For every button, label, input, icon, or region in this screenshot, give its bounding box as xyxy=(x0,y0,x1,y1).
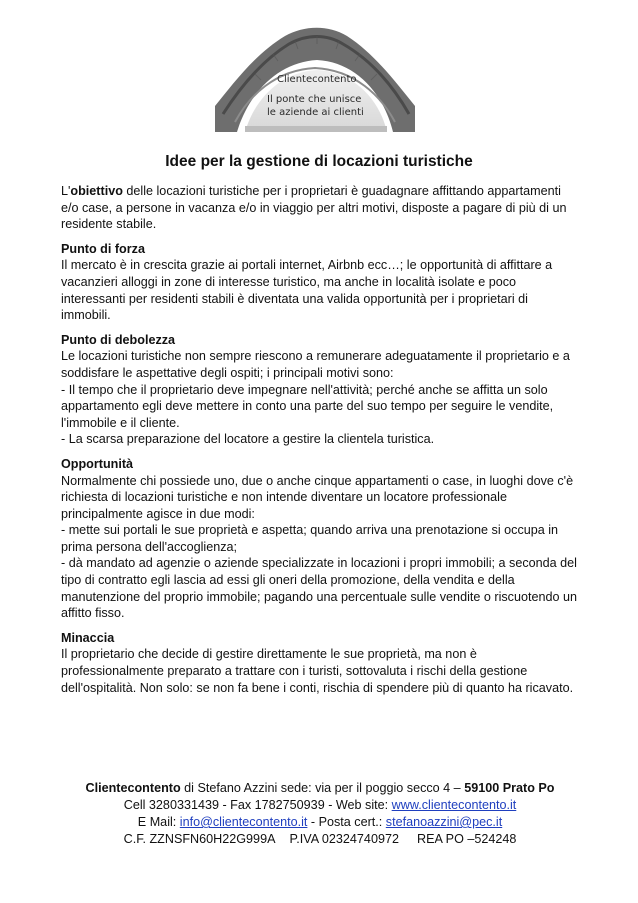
footer-line-email xyxy=(40,814,600,831)
document-body xyxy=(61,183,581,696)
section-heading: Minaccia xyxy=(61,630,115,645)
footer-address: di Stefano Azzini sede: via per il poggio secco 4 – xyxy=(180,781,465,795)
list-item: - La scarsa preparazione del locatore a gestire la clientela turistica. xyxy=(61,432,435,447)
section-minaccia xyxy=(61,630,581,696)
intro-bold: obiettivo xyxy=(70,184,123,198)
section-heading: Punto di forza xyxy=(61,241,145,256)
list-item: - Il tempo che il proprietario deve impegnare nell'attività; perché anche se affitta un solo appartamento egli deve mettere in conto una parte del suo tempo per seguire le vendite, l'immobile e il cliente. xyxy=(61,382,554,430)
footer xyxy=(40,780,600,848)
section-debolezza xyxy=(61,332,581,448)
website-link[interactable]: www.clientecontento.it xyxy=(391,798,517,812)
logo-tagline-1: Il ponte che unisce xyxy=(267,94,362,105)
section-heading: Opportunità xyxy=(61,456,134,471)
section-text: Le locazioni turistiche non sempre riescono a remunerare adeguatamente il proprietario e a soddisfare le aspettative degli ospiti; i principali motivi sono: xyxy=(61,349,570,380)
intro-rest: delle locazioni turistiche per i proprietari è guadagnare affittando appartamenti e/o case, a persone in vacanza e/o in viaggio per altri motivi, disposte a pagare di più di un residente stabile. xyxy=(61,184,567,232)
footer-line-fiscal xyxy=(40,831,600,848)
logo xyxy=(215,14,415,132)
pec-link[interactable]: stefanoazzini@pec.it xyxy=(385,815,503,829)
section-forza xyxy=(61,241,581,324)
email-link[interactable]: info@clientecontento.it xyxy=(179,815,308,829)
section-text: Il proprietario che decide di gestire direttamente le sue proprietà, ma non è professionalmente preparato a trattare con i turisti, sottovaluta i rischi della gestione dell'ospitalità. Non solo: se non fa bene i conti, rischia di spendere più di quanto ha ricavato. xyxy=(61,647,574,695)
footer-piva: P.IVA 02324740972 xyxy=(289,832,399,846)
logo-brand: Clientecontento xyxy=(277,74,357,85)
section-opportunita xyxy=(61,456,581,622)
list-item: - mette sui portali le sue proprietà e aspetta; quando arriva una prenotazione si occupa in prima persona dell'accoglienza; xyxy=(61,523,559,554)
section-heading: Punto di debolezza xyxy=(61,332,176,347)
footer-cell-fax: Cell 3280331439 - Fax 1782750939 - Web site: xyxy=(123,798,392,812)
list-item: - dà mandato ad agenzie o aziende specializzate in locazioni i propri immobili; a seconda del tipo di contratto egli lascia ad essi gli oneri della promozione, della vendita e della manutenzione del proprio immobile; pagando una percentuale sulle vendite o riscuotendo un affitto fisso. xyxy=(61,556,577,621)
bridge-logo-image xyxy=(215,14,415,132)
footer-city: 59100 Prato Po xyxy=(464,781,555,795)
footer-rea: REA PO –524248 xyxy=(416,832,517,846)
footer-company: Clientecontento xyxy=(85,781,181,795)
footer-line-address xyxy=(40,780,600,797)
footer-pec-label: - Posta cert.: xyxy=(307,815,386,829)
section-text: Il mercato è in crescita grazie ai portali internet, Airbnb ecc…; le opportunità di affittare a vacanzieri alloggi in zone di interesse turistico, ma anche in località isolate e poco interessanti per residenti stabili è diventata una valida opportunità per i proprietari di immobili. xyxy=(61,258,553,323)
footer-line-contacts xyxy=(40,797,600,814)
document-title: Idee per la gestione di locazioni turistiche xyxy=(165,153,473,170)
footer-cf: C.F. ZZNSFN60H22G999A xyxy=(123,832,276,846)
logo-tagline-2: le aziende ai clienti xyxy=(267,107,364,118)
section-text: Normalmente chi possiede uno, due o anche cinque appartamenti o case, in luoghi dove c'è richiesta di locazioni turistiche e non intende diventare un locatore professionale principalmente agisce in due modi: xyxy=(61,473,574,521)
footer-email-label: E Mail: xyxy=(137,815,180,829)
intro-paragraph xyxy=(61,183,581,233)
intro-prefix: L' xyxy=(61,184,71,198)
